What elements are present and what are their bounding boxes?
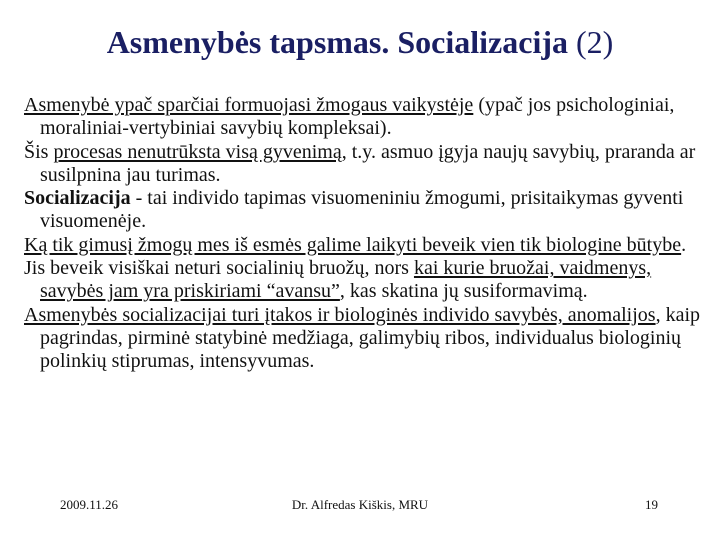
body-paragraph: [24, 187, 708, 234]
paragraph-text: , kas skatina jų susiformavimą.: [339, 280, 588, 303]
paragraph-text: - tai individo tapimas visuomeniniu žmogumi, prisitaikymas gyventi visuomenėje.: [40, 187, 684, 233]
paragraph-text: Jis beveik visiškai neturi socialinių bruožų, nors: [24, 257, 414, 280]
paragraph-text: (ypač jos psichologiniai, moraliniai-vertybiniai savybių kompleksai).: [40, 94, 675, 140]
slide-body: [24, 94, 708, 374]
body-paragraph: [24, 304, 708, 374]
paragraph-text: , kaip pagrindas, pirminė statybinė medžiaga, galimybių ribos, individualus biologinių polinkių stiprumas, intensyvumas.: [40, 303, 700, 373]
paragraph-text: Šis: [24, 140, 54, 163]
term-bold: Socializacija: [24, 187, 131, 210]
slide-title-number: (2): [568, 24, 614, 60]
footer-page-number: 19: [645, 497, 658, 512]
slide-footer: [0, 495, 720, 515]
underlined-text: Ką tik gimusį žmogų mes iš esmės galime laikyti beveik vien tik biologine būtybe: [24, 233, 682, 256]
slide-title-main: Asmenybės tapsmas. Socializacija: [106, 24, 568, 60]
body-paragraph: [24, 234, 708, 257]
underlined-text: Asmenybės socializacijai turi įtakos ir biologinės individo savybės, anomalijos: [24, 303, 656, 326]
body-paragraph: [24, 141, 708, 188]
footer-date: 2009.11.26: [60, 497, 119, 512]
paragraph-text: .: [681, 233, 687, 256]
body-paragraph: [24, 94, 708, 141]
footer-author: Dr. Alfredas Kiškis, MRU: [291, 497, 429, 512]
underlined-text: Asmenybė ypač sparčiai formuojasi žmogaus vaikystėje: [24, 94, 474, 116]
underlined-text: procesas nenutrūksta visą gyvenimą: [53, 140, 342, 163]
body-paragraph: [24, 257, 708, 304]
paragraph-text: , t.y. asmuo įgyja naujų savybių, praranda ar susilpnina jau turimas.: [40, 140, 696, 186]
underlined-text: kai kurie bruožai, vaidmenys, savybės jam yra priskiriami “avansu”: [40, 257, 652, 303]
slide-title: [0, 22, 720, 62]
